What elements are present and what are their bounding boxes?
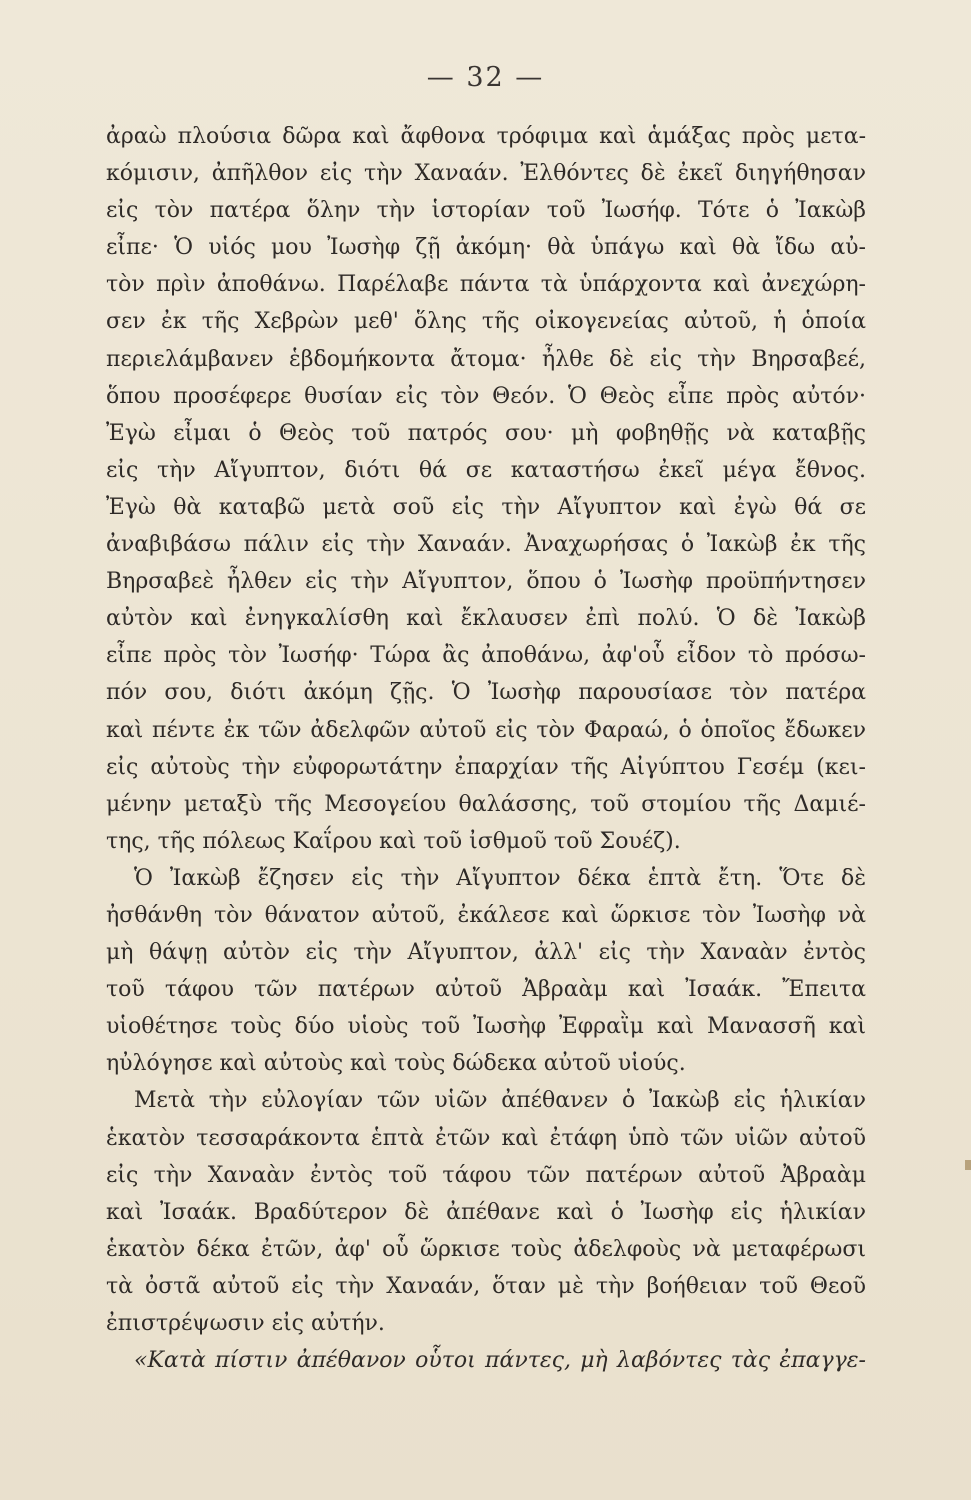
- text-line: αὐτὸν καὶ ἐνηγκαλίσθη καὶ ἔκλαυσεν ἐπὶ πολύ. Ὁ δὲ Ἰακὼβ: [106, 606, 866, 632]
- text-line: κόμισιν, ἀπῆλθον εἰς τὴν Χαναάν. Ἐλθόντες δὲ ἐκεῖ διηγήθησαν: [106, 161, 866, 187]
- text-line: ἀναβιβάσω πάλιν εἰς τὴν Χαναάν. Ἀναχωρήσας ὁ Ἰακὼβ ἐκ τῆς: [106, 532, 866, 558]
- margin-mark: [965, 1160, 971, 1170]
- text-line: εἶπε πρὸς τὸν Ἰωσήφ· Τώρα ἂς ἀποθάνω, ἀφ'οὗ εἶδον τὸ πρόσω-: [106, 643, 866, 669]
- text-line: μὴ θάψῃ αὐτὸν εἰς τὴν Αἴγυπτον, ἀλλ' εἰς τὴν Χαναὰν ἐντὸς: [106, 940, 866, 966]
- text-line: μένην μεταξὺ τῆς Μεσογείου θαλάσσης, τοῦ στομίου τῆς Δαμιέ-: [106, 791, 866, 817]
- paragraph-start-line: Ὁ Ἰακὼβ ἔζησεν εἰς τὴν Αἴγυπτον δέκα ἑπτὰ ἔτη. Ὅτε δὲ: [134, 865, 866, 891]
- text-line: εἰς αὐτοὺς τὴν εὐφορωτάτην ἐπαρχίαν τῆς Αἰγύπτου Γεσέμ (κει-: [106, 754, 866, 780]
- text-line: Ἐγὼ θὰ καταβῶ μετὰ σοῦ εἰς τὴν Αἴγυπτον καὶ ἐγὼ θά σε: [106, 494, 866, 520]
- text-line: τὰ ὀστᾶ αὐτοῦ εἰς τὴν Χαναάν, ὅταν μὲ τὴν βοήθειαν τοῦ Θεοῦ: [106, 1273, 866, 1299]
- text-line: ἐπιστρέψωσιν εἰς αὐτήν.: [106, 1311, 385, 1336]
- text-line: εἰς τὸν πατέρα ὅλην τὴν ἱστορίαν τοῦ Ἰωσήφ. Τότε ὁ Ἰακὼβ: [106, 198, 866, 224]
- body-text: [106, 118, 866, 1379]
- text-line: εἰς τὴν Χαναὰν ἐντὸς τοῦ τάφου τῶν πατέρων αὐτοῦ Ἀβραὰμ: [106, 1162, 866, 1188]
- text-line: ἑκατὸν δέκα ἐτῶν, ἀφ' οὗ ὥρκισε τοὺς ἀδελφοὺς νὰ μεταφέρωσι: [106, 1236, 866, 1262]
- text-line: σεν ἐκ τῆς Χεβρὼν μεθ' ὅλης τῆς οἰκογενείας αὐτοῦ, ἡ ὁποία: [106, 309, 866, 335]
- text-line: περιελάμβανεν ἑβδομήκοντα ἄτομα· ἦλθε δὲ εἰς τὴν Βηρσαβεέ,: [106, 346, 866, 372]
- text-line: καὶ πέντε ἐκ τῶν ἀδελφῶν αὐτοῦ εἰς τὸν Φαραώ, ὁ ὁποῖος ἔδωκεν: [106, 717, 866, 743]
- text-line: υἱοθέτησε τοὺς δύο υἱοὺς τοῦ Ἰωσὴφ Ἐφραῒμ καὶ Μανασσῆ καὶ: [106, 1014, 866, 1040]
- page-number: — 32 —: [426, 62, 545, 93]
- text-line: Βηρσαβεὲ ἦλθεν εἰς τὴν Αἴγυπτον, ὅπου ὁ Ἰωσὴφ προϋπήντησεν: [106, 569, 866, 595]
- text-line: ἀραὼ πλούσια δῶρα καὶ ἄφθονα τρόφιμα καὶ ἁμάξας πρὸς μετα-: [106, 124, 866, 149]
- text-line: καὶ Ἰσαάκ. Βραδύτερον δὲ ἀπέθανε καὶ ὁ Ἰωσὴφ εἰς ἡλικίαν: [106, 1199, 866, 1225]
- quotation-line: «Κατὰ πίστιν ἀπέθανον οὗτοι πάντες, μὴ λαβόντες τὰς ἐπαγγε-: [134, 1348, 866, 1374]
- text-line: τοῦ τάφου τῶν πατέρων αὐτοῦ Ἀβραὰμ καὶ Ἰσαάκ. Ἔπειτα: [106, 977, 866, 1003]
- text-line: ηὐλόγησε καὶ αὐτοὺς καὶ τοὺς δώδεκα αὐτοῦ υἱούς.: [106, 1051, 686, 1077]
- text-line: Ἐγὼ εἶμαι ὁ Θεὸς τοῦ πατρός σου· μὴ φοβηθῇς νὰ καταβῇς: [106, 420, 866, 446]
- text-line: ὅπου προσέφερε θυσίαν εἰς τὸν Θεόν. Ὁ Θεὸς εἶπε πρὸς αὐτόν·: [106, 383, 866, 409]
- paragraph-start-line: Μετὰ τὴν εὐλογίαν τῶν υἱῶν ἀπέθανεν ὁ Ἰακὼβ εἰς ἡλικίαν: [134, 1088, 866, 1114]
- text-line: τὸν πρὶν ἀποθάνω. Παρέλαβε πάντα τὰ ὑπάρχοντα καὶ ἀνεχώρη-: [106, 272, 866, 298]
- text-line: πόν σου, διότι ἀκόμη ζῇς. Ὁ Ἰωσὴφ παρουσίασε τὸν πατέρα: [106, 680, 866, 706]
- text-line: της, τῆς πόλεως Καΐρου καὶ τοῦ ἰσθμοῦ τοῦ Σουέζ).: [106, 828, 681, 854]
- text-line: ἠσθάνθη τὸν θάνατον αὐτοῦ, ἐκάλεσε καὶ ὥρκισε τὸν Ἰωσὴφ νὰ: [106, 902, 866, 928]
- text-line: εἰς τὴν Αἴγυπτον, διότι θά σε καταστήσω ἐκεῖ μέγα ἔθνος.: [106, 457, 866, 483]
- text-line: ἑκατὸν τεσσαράκοντα ἑπτὰ ἐτῶν καὶ ἐτάφη ὑπὸ τῶν υἱῶν αὐτοῦ: [106, 1125, 866, 1151]
- text-line: εἶπε· Ὁ υἱός μου Ἰωσὴφ ζῇ ἀκόμη· θὰ ὑπάγω καὶ θὰ ἴδω αὐ-: [106, 235, 866, 261]
